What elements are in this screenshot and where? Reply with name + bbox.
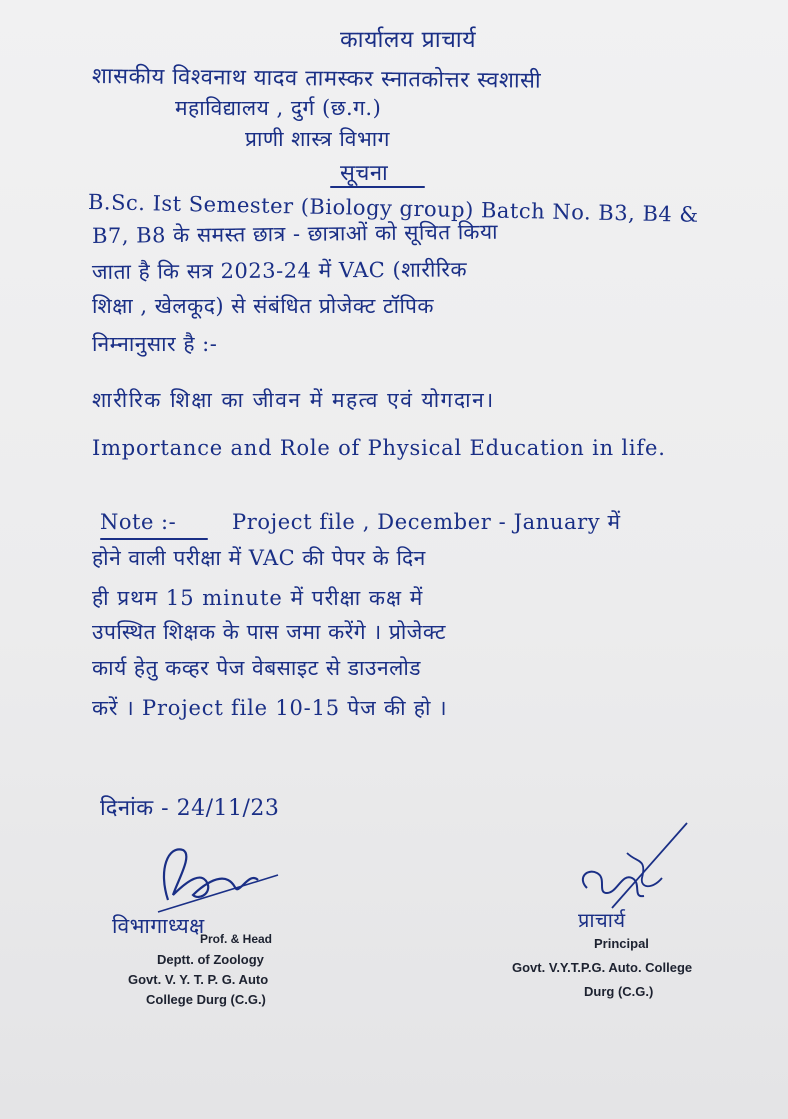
- college-name-line2: महाविद्यालय , दुर्ग (छ.ग.): [175, 96, 382, 120]
- note-line: करें । Project file 10-15 पेज की हो ।: [92, 696, 448, 720]
- note-label: Note :-: [100, 510, 177, 534]
- note-label-underline: [100, 538, 208, 540]
- college-name-line1: शासकीय विश्वनाथ यादव तामस्कर स्नातकोत्तर स्वशासी: [91, 64, 542, 94]
- department-name: प्राणी शास्त्र विभाग: [245, 127, 390, 151]
- date-line: दिनांक - 24/11/23: [100, 796, 280, 821]
- principal-stamp-line: Principal: [594, 936, 649, 951]
- note-line: उपस्थित शिक्षक के पास जमा करेंगे । प्रोजेक्ट: [92, 620, 446, 644]
- note-line: Project file , December - January में: [232, 510, 621, 534]
- paragraph-line: B.Sc. Ist Semester (Biology group) Batch No. B3, B4 &: [87, 190, 699, 227]
- hod-stamp-line: Govt. V. Y. T. P. G. Auto: [128, 972, 269, 987]
- principal-signature: [572, 818, 702, 918]
- hod-handwritten-title: विभागाध्यक्ष: [112, 914, 205, 938]
- paragraph-line: B7, B8 के समस्त छात्र - छात्राओं को सूचित किया: [91, 219, 499, 248]
- topic-english: Importance and Role of Physical Education in life.: [92, 436, 666, 460]
- principal-stamp-line: Durg (C.G.): [584, 984, 654, 999]
- note-line: होने वाली परीक्षा में VAC की पेपर के दिन: [92, 546, 426, 570]
- note-line: ही प्रथम 15 minute में परीक्षा कक्ष में: [92, 586, 424, 610]
- topic-hindi: शारीरिक शिक्षा का जीवन में महत्व एवं योगदान।: [92, 388, 495, 412]
- office-heading: कार्यालय प्राचार्य: [340, 27, 477, 53]
- principal-stamp-line: Govt. V.Y.T.P.G. Auto. College: [512, 960, 693, 975]
- principal-handwritten-title: प्राचार्य: [578, 908, 626, 932]
- paragraph-line: जाता है कि सत्र 2023-24 में VAC (शारीरिक: [91, 257, 468, 284]
- notice-title: सूचना: [340, 161, 389, 186]
- note-line: कार्य हेतु कव्हर पेज वेबसाइट से डाउनलोड: [92, 656, 422, 680]
- paragraph-line: शिक्षा , खेलकूद) से संबंधित प्रोजेक्ट टॉपिक: [92, 294, 435, 318]
- notice-title-underline: [330, 186, 425, 188]
- hod-stamp-line: Deptt. of Zoology: [157, 952, 264, 967]
- hod-signature: [148, 840, 288, 920]
- paragraph-line: निम्नानुसार है :-: [92, 332, 218, 356]
- hod-stamp-line: Prof. & Head: [200, 932, 273, 946]
- hod-stamp-line: College Durg (C.G.): [146, 992, 266, 1007]
